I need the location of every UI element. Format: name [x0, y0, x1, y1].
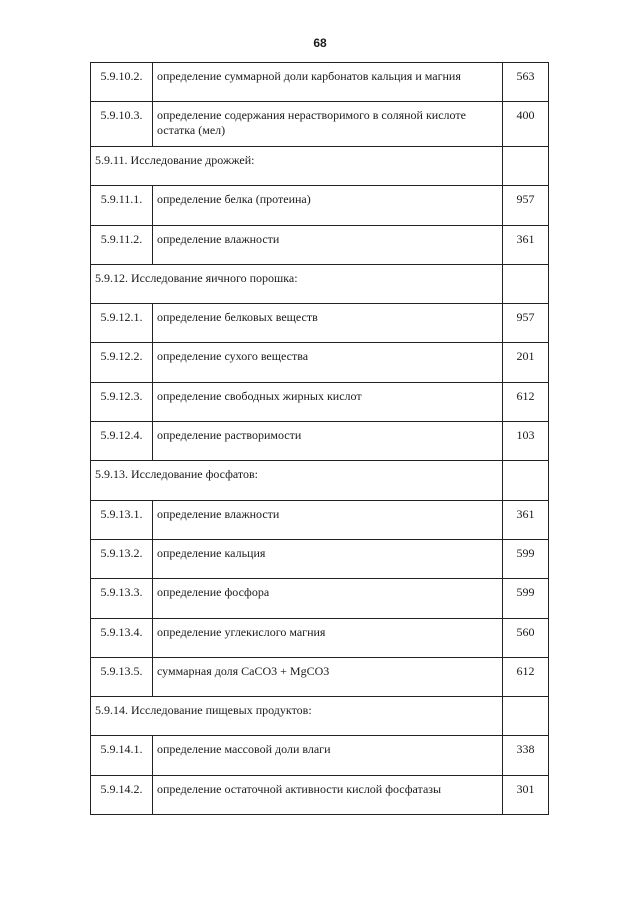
table-row	[91, 539, 549, 578]
service-code: 5.9.11.1.	[91, 186, 153, 225]
service-price: 957	[503, 186, 549, 225]
table-row	[91, 500, 549, 539]
table-row	[91, 343, 549, 382]
service-name: определение углекислого магния	[153, 618, 503, 657]
service-price: 599	[503, 579, 549, 618]
service-price: 400	[503, 102, 549, 147]
service-code: 5.9.13.3.	[91, 579, 153, 618]
service-price: 103	[503, 422, 549, 461]
table-row	[91, 422, 549, 461]
empty-price-cell	[503, 147, 549, 186]
service-name: определение влажности	[153, 225, 503, 264]
table-row	[91, 775, 549, 814]
table-row	[91, 63, 549, 102]
service-price: 301	[503, 775, 549, 814]
table-row	[91, 657, 549, 696]
table-row	[91, 102, 549, 147]
service-code: 5.9.13.2.	[91, 539, 153, 578]
service-name: определение влажности	[153, 500, 503, 539]
service-code: 5.9.10.3.	[91, 102, 153, 147]
service-price: 361	[503, 500, 549, 539]
service-name: определение остаточной активности кислой фосфатазы	[153, 775, 503, 814]
service-code: 5.9.12.3.	[91, 382, 153, 421]
service-price: 201	[503, 343, 549, 382]
service-code: 5.9.12.1.	[91, 304, 153, 343]
service-code: 5.9.10.2.	[91, 63, 153, 102]
service-code: 5.9.13.1.	[91, 500, 153, 539]
service-name: определение кальция	[153, 539, 503, 578]
empty-price-cell	[503, 697, 549, 736]
service-name: определение суммарной доли карбонатов кальция и магния	[153, 63, 503, 102]
section-row	[91, 697, 549, 736]
service-name: определение белка (протеина)	[153, 186, 503, 225]
service-code: 5.9.13.5.	[91, 657, 153, 696]
section-heading: 5.9.11. Исследование дрожжей:	[91, 147, 503, 186]
service-code: 5.9.11.2.	[91, 225, 153, 264]
section-row	[91, 264, 549, 303]
service-price: 560	[503, 618, 549, 657]
service-name: определение свободных жирных кислот	[153, 382, 503, 421]
table-row	[91, 304, 549, 343]
service-price: 612	[503, 657, 549, 696]
service-name: определение белковых веществ	[153, 304, 503, 343]
table-row	[91, 736, 549, 775]
service-name: определение содержания нерастворимого в соляной кислоте остатка (мел)	[153, 102, 503, 147]
section-heading: 5.9.13. Исследование фосфатов:	[91, 461, 503, 500]
service-price: 957	[503, 304, 549, 343]
section-heading: 5.9.14. Исследование пищевых продуктов:	[91, 697, 503, 736]
page-number: 68	[313, 36, 327, 50]
empty-price-cell	[503, 264, 549, 303]
service-code: 5.9.14.1.	[91, 736, 153, 775]
service-price: 563	[503, 63, 549, 102]
section-row	[91, 147, 549, 186]
section-heading: 5.9.12. Исследование яичного порошка:	[91, 264, 503, 303]
service-code: 5.9.14.2.	[91, 775, 153, 814]
service-price: 599	[503, 539, 549, 578]
table-row	[91, 579, 549, 618]
table-row	[91, 186, 549, 225]
service-code: 5.9.12.2.	[91, 343, 153, 382]
empty-price-cell	[503, 461, 549, 500]
service-name: определение фосфора	[153, 579, 503, 618]
service-name: определение сухого вещества	[153, 343, 503, 382]
service-name: определение массовой доли влаги	[153, 736, 503, 775]
table-row	[91, 618, 549, 657]
service-name: суммарная доля CaCO3 + MgCO3	[153, 657, 503, 696]
section-row	[91, 461, 549, 500]
price-table	[90, 62, 549, 815]
service-code: 5.9.12.4.	[91, 422, 153, 461]
service-code: 5.9.13.4.	[91, 618, 153, 657]
service-name: определение растворимости	[153, 422, 503, 461]
table-row	[91, 225, 549, 264]
service-price: 612	[503, 382, 549, 421]
service-price: 361	[503, 225, 549, 264]
service-price: 338	[503, 736, 549, 775]
table-row	[91, 382, 549, 421]
